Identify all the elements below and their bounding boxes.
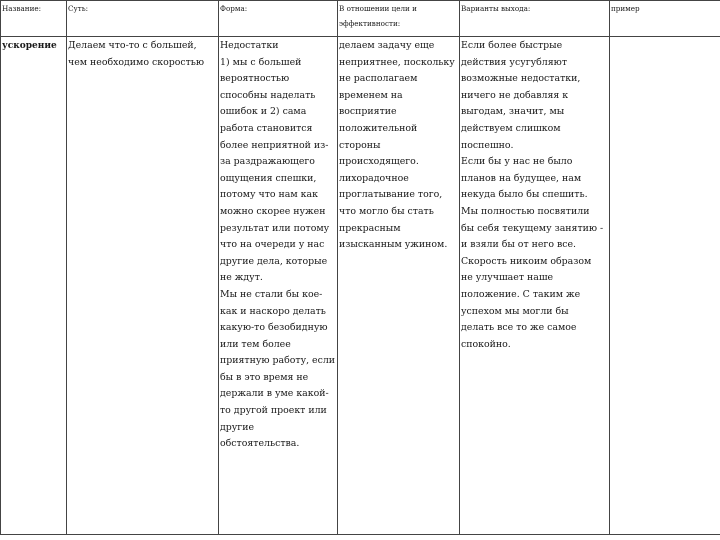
cell-options: Если более быстрые действия усугубляют возможные недостатки, ничего не добавляя к выгодам, значит, мы действуем слишком поспешно. Если бы у нас не было планов на будущее, нам некуда было бы спешить. Мы полностью посвятили бы себя текущему занятию - и взяли бы от него все. Скорость никоим образом не улучшает наше положение. С таким же успехом мы могли бы делать все то же самое спокойно. [460, 37, 610, 535]
header-relation: В отношении цели и эффективности: [338, 1, 460, 37]
table-row [1, 37, 720, 535]
cell-essence: Делаем что-то с большей, чем необходимо скоростью [67, 37, 219, 535]
cell-form: Недостатки 1) мы с большей вероятностью способны наделать ошибок и 2) сама работа становится более неприятной из- за раздражающего ощущения спешки, потому что нам как можно скорее нужен результат или потому что на очереди у нас другие дела, которые не ждут. Мы не стали бы кое- как и наскоро делать какую-то безобидную или тем более приятную работу, если бы в это время не держали в уме какой- то другой проект или другие обстоятельства. [219, 37, 338, 535]
cell-name: ускорение [1, 37, 67, 535]
cell-relation: делаем задачу еще неприятнее, поскольку не располагаем временем на восприятие положительной стороны происходящего. лихорадочное проглатывание того, что могло бы стать прекрасным изысканным ужином. [338, 37, 460, 535]
header-options: Варианты выхода: [460, 1, 610, 37]
header-form: Форма: [219, 1, 338, 37]
header-example: пример [610, 1, 720, 37]
table-header-row [1, 1, 720, 37]
header-essence: Суть: [67, 1, 219, 37]
cell-example [610, 37, 720, 535]
header-name: Название: [1, 1, 67, 37]
